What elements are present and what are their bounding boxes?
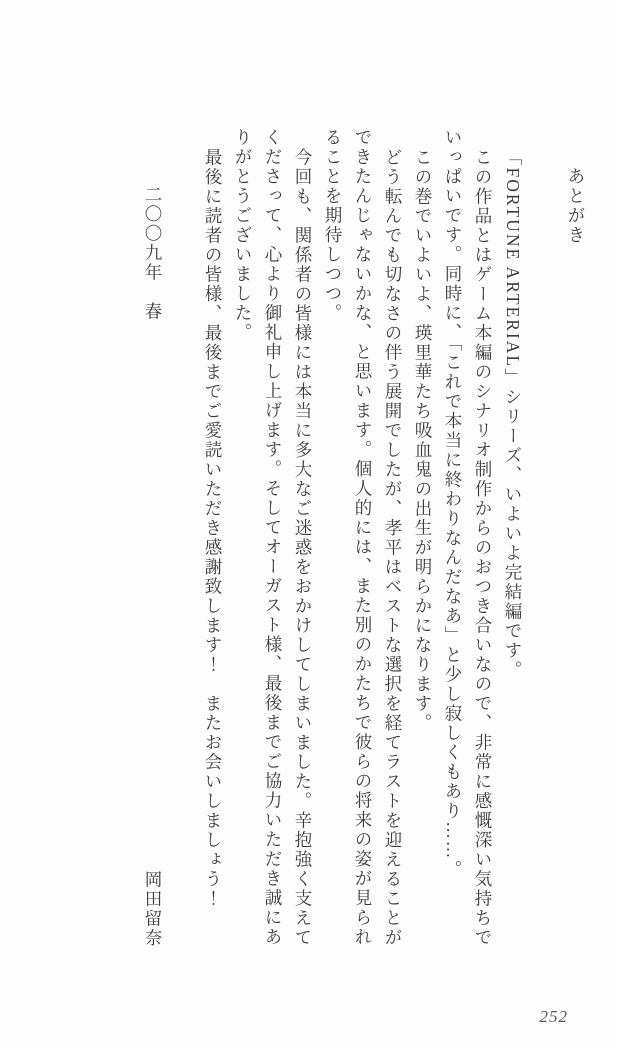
page-number: 252 xyxy=(539,1007,568,1026)
paragraph-volume-reveal: この巻でいよいよ、瑛里華たち吸血鬼の出生が明らかになります。 xyxy=(413,147,433,733)
afterword-heading: あとがき xyxy=(566,167,586,245)
signature-line xyxy=(138,128,168,948)
author-name: 岡田留奈 xyxy=(143,870,163,948)
paragraph-series-intro: 「FORTUNE ARTERIAL」シリーズ、いよいよ完結編です。 xyxy=(503,147,523,680)
paragraph-thanks-to-readers: 最後に読者の皆様、最後までご愛読いただき感謝致します！ またお会いしましょう！ xyxy=(203,147,223,908)
date-line: 二〇〇九年 春 xyxy=(143,184,163,321)
paragraph-story-reflection: どう転んでも切なさの伴う展開でしたが、孝平はベストな選択を経てラストを迎えることができたんじゃないかな、と思います。個人的には、また別のかたちで彼らの将来の姿が見られることを期待しつつ。 xyxy=(323,128,403,947)
paragraph-feelings: この作品とはゲーム本編のシナリオ制作からのおつき合いなので、非常に感慨深い気持ちでいっぱいです。同時に、「これで本当に終わりなんだなあ」と少し寂しくもあり……。 xyxy=(443,128,493,947)
afterword-text-block xyxy=(138,128,591,948)
paragraph-acknowledgements: 今回も、関係者の皆様には本当に多大なご迷惑をおかけしてしまいました。辛抱強く支えてくださって、心より御礼申し上げます。そしてオーガスト様、最後までご協力いただき誠にありがとうございました。 xyxy=(233,128,313,947)
